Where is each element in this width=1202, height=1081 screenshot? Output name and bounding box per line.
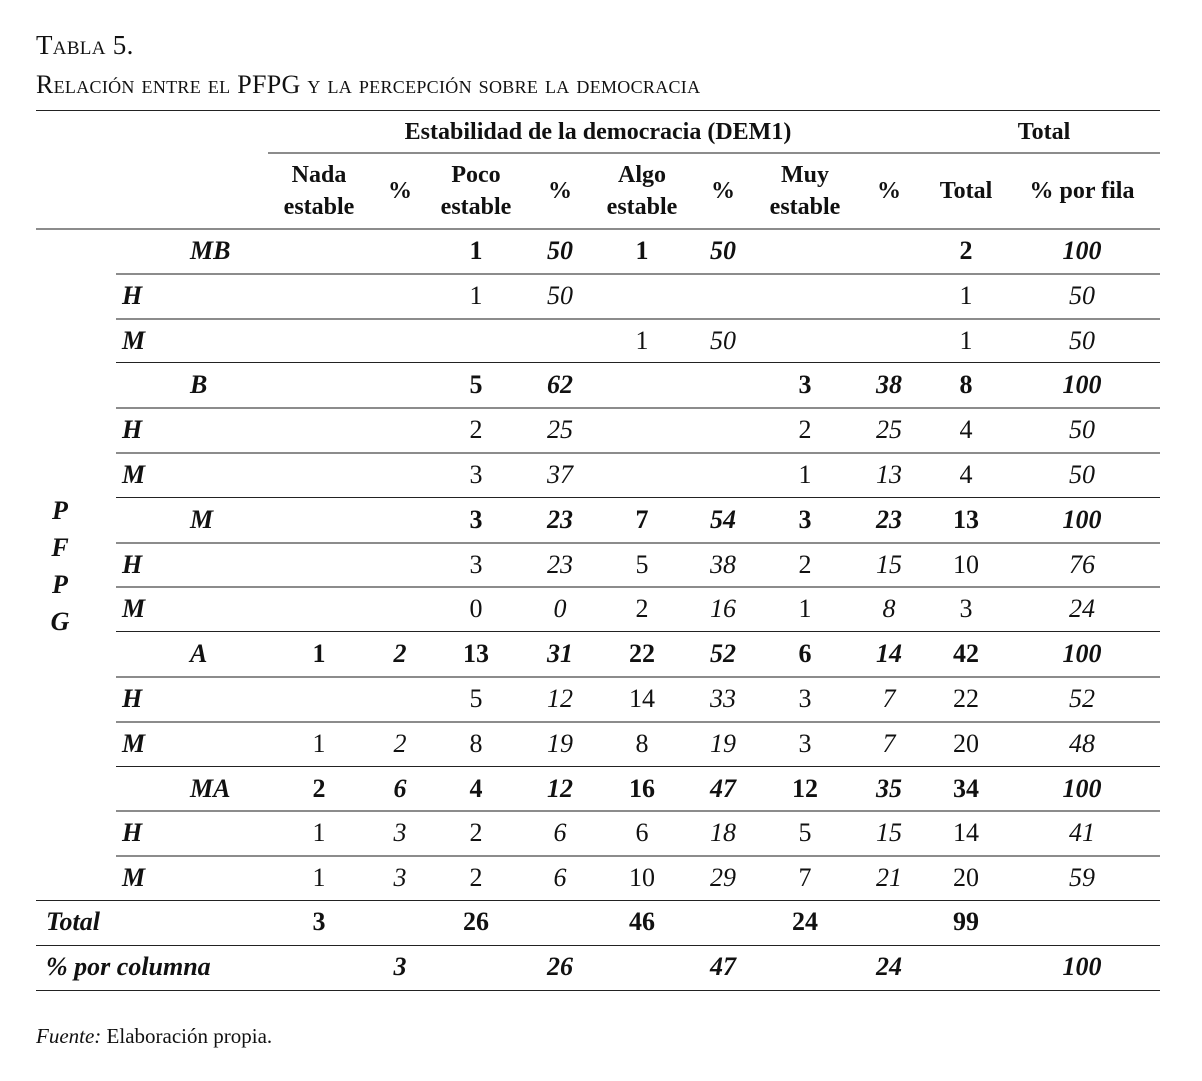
row-sub-label: H [122,818,143,847]
percent-cell: 100 [1062,370,1102,399]
count-cell: 8 [635,729,649,758]
column-header-line1: % [711,178,735,204]
count-cell: 2 [469,415,483,444]
table-title: Relación entre el PFPG y la percepción sobre la democracia [36,70,701,99]
count-cell: 1 [959,281,973,310]
row-sub-label: H [122,281,143,310]
percent-cell: 47 [710,774,736,803]
percent-cell: 100 [1062,639,1102,668]
count-cell: 8 [469,729,483,758]
count-cell: 13 [463,639,489,668]
percent-cell: 8 [882,594,896,623]
header-group-rule [268,152,1160,154]
percent-cell: 6 [393,774,407,803]
percent-cell: 62 [547,370,573,399]
row-group-label: MA [190,774,231,803]
count-cell: 1 [635,326,649,355]
count-cell: 5 [798,818,812,847]
percent-cell: 100 [1062,505,1102,534]
count-cell: 14 [953,818,979,847]
totals-row-label: Total [46,907,100,936]
count-cell: 1 [312,639,326,668]
percent-cell: 38 [710,550,736,579]
count-cell: 3 [798,684,812,713]
count-cell: 1 [959,326,973,355]
percent-cell: 21 [876,863,902,892]
column-header [598,155,686,227]
percent-cell: 3 [393,863,407,892]
total-count-cell: 99 [953,907,979,936]
percent-cell: 18 [710,818,736,847]
percent-cell: 16 [710,594,736,623]
column-header [370,155,430,227]
percent-cell: 41 [1069,818,1095,847]
percent-cell: 76 [1069,550,1095,579]
percent-cell: 33 [710,684,736,713]
count-cell: 4 [959,415,973,444]
count-cell: 2 [312,774,326,803]
count-cell: 5 [635,550,649,579]
percent-cell: 29 [710,863,736,892]
row-axis-letter: F [51,533,69,562]
header-total-group-label: Total [1017,119,1071,145]
row-axis-label [40,492,80,640]
count-cell: 2 [798,415,812,444]
count-cell: 2 [469,818,483,847]
count-cell: 2 [959,236,973,265]
count-cell: 3 [798,729,812,758]
percent-cell: 52 [1069,684,1095,713]
percent-cell: 0 [553,594,567,623]
column-header-line2: estable [769,194,841,220]
column-header-line1: Nada [291,162,347,188]
percent-cell: 6 [553,818,567,847]
percent-cell: 59 [1069,863,1095,892]
percent-cell: 50 [710,236,736,265]
count-cell: 1 [469,281,483,310]
table-top-rule [36,110,1160,111]
row-sub-label: M [122,729,146,758]
row-axis-letter: P [52,496,68,525]
totals-rule [36,945,1160,946]
percent-cell: 23 [547,550,573,579]
percent-cell: 15 [876,818,902,847]
percent-cell: 48 [1069,729,1095,758]
count-cell: 3 [959,594,973,623]
count-cell: 20 [953,729,979,758]
percent-cell: 13 [876,460,902,489]
column-header-line2: estable [440,194,512,220]
count-cell: 7 [798,863,812,892]
table-bottom-rule [36,990,1160,991]
count-cell: 1 [469,236,483,265]
percent-cell: 100 [1062,774,1102,803]
percent-cell: 14 [876,639,902,668]
percent-cell: 50 [710,326,736,355]
total-percent-cell: 3 [393,952,407,981]
column-header-line1: Algo [618,162,666,188]
count-cell: 3 [469,505,483,534]
percent-cell: 19 [710,729,736,758]
row-rule [116,497,1160,498]
count-cell: 5 [469,370,483,399]
percent-cell: 50 [547,236,573,265]
row-rule [116,362,1160,363]
count-cell: 1 [312,729,326,758]
count-cell: 6 [798,639,812,668]
row-sub-label: H [122,415,143,444]
percent-cell: 6 [553,863,567,892]
count-cell: 6 [635,818,649,847]
percent-cell: 100 [1062,236,1102,265]
percent-cell: 25 [547,415,573,444]
count-cell: 4 [959,460,973,489]
row-group-label: MB [190,236,231,265]
row-sub-label: M [122,594,146,623]
column-header-line1: % [388,178,412,204]
column-header-line1: Muy [781,162,829,188]
count-cell: 1 [798,594,812,623]
count-cell: 2 [635,594,649,623]
count-cell: 12 [792,774,818,803]
count-cell: 34 [953,774,979,803]
percent-cell: 37 [547,460,573,489]
count-cell: 3 [798,505,812,534]
column-header-line1: % por fila [1029,178,1135,204]
total-percent-cell: 24 [876,952,902,981]
count-cell: 0 [469,594,483,623]
row-axis-letter: P [52,570,68,599]
column-header [686,155,760,227]
column-header [760,155,850,227]
column-header-line2: estable [606,194,678,220]
column-header [850,155,928,227]
count-cell: 10 [629,863,655,892]
column-header-line1: Total [939,178,993,204]
percent-cell: 7 [882,684,896,713]
row-sub-label: M [122,326,146,355]
count-cell: 1 [635,236,649,265]
count-cell: 3 [798,370,812,399]
count-cell: 22 [629,639,655,668]
percent-cell: 24 [1069,594,1095,623]
row-sub-label: H [122,550,143,579]
count-cell: 42 [953,639,979,668]
percent-cell: 50 [1069,460,1095,489]
table-number: Tabla 5. [36,30,134,60]
count-cell: 13 [953,505,979,534]
column-header [522,155,598,227]
percent-cell: 23 [876,505,902,534]
count-cell: 16 [629,774,655,803]
percent-cell: 54 [710,505,736,534]
source-text: Elaboración propia. [101,1024,273,1048]
percent-cell: 2 [393,639,407,668]
count-cell: 14 [629,684,655,713]
column-header-line2: estable [283,194,355,220]
count-cell: 1 [312,818,326,847]
percent-cell: 50 [1069,415,1095,444]
row-sub-label: M [122,460,146,489]
count-cell: 20 [953,863,979,892]
source-label: Fuente: [36,1024,102,1048]
count-cell: 4 [469,774,483,803]
row-group-label: B [190,370,208,399]
column-header [268,155,370,227]
count-cell: 1 [312,863,326,892]
table-source-note [36,1024,272,1049]
count-cell: 10 [953,550,979,579]
count-cell: 7 [635,505,649,534]
row-sub-label: H [122,684,143,713]
percent-cell: 12 [547,774,573,803]
row-group-label: A [190,639,208,668]
percent-cell: 23 [547,505,573,534]
count-cell: 2 [469,863,483,892]
total-count-cell: 26 [463,907,489,936]
row-rule [116,631,1160,632]
total-percent-cell: 100 [1062,952,1102,981]
column-header [1004,155,1160,227]
header-group-label: Estabilidad de la democracia (DEM1) [404,119,792,145]
total-percent-cell: 47 [710,952,736,981]
count-cell: 3 [469,550,483,579]
percent-cell: 52 [710,639,736,668]
percent-cell: 7 [882,729,896,758]
percent-cell: 2 [393,729,407,758]
percent-cell: 50 [547,281,573,310]
count-cell: 1 [798,460,812,489]
percent-cell: 15 [876,550,902,579]
row-rule [116,766,1160,767]
total-count-cell: 3 [312,907,326,936]
totals-row-label: % por columna [46,952,211,981]
column-header [430,155,522,227]
percent-cell: 3 [393,818,407,847]
row-sub-label: M [122,863,146,892]
count-cell: 22 [953,684,979,713]
count-cell: 2 [798,550,812,579]
column-header [928,155,1004,227]
percent-cell: 31 [547,639,573,668]
percent-cell: 35 [876,774,902,803]
percent-cell: 50 [1069,326,1095,355]
column-header-line1: % [877,178,901,204]
row-axis-letter: G [50,607,70,636]
percent-cell: 38 [876,370,902,399]
percent-cell: 19 [547,729,573,758]
percent-cell: 50 [1069,281,1095,310]
total-count-cell: 24 [792,907,818,936]
row-group-label: M [190,505,214,534]
count-cell: 5 [469,684,483,713]
column-header-line1: Poco [451,162,501,188]
total-percent-cell: 26 [547,952,573,981]
percent-cell: 12 [547,684,573,713]
percent-cell: 25 [876,415,902,444]
count-cell: 3 [469,460,483,489]
total-count-cell: 46 [629,907,655,936]
count-cell: 8 [959,370,973,399]
column-header-line1: % [548,178,572,204]
